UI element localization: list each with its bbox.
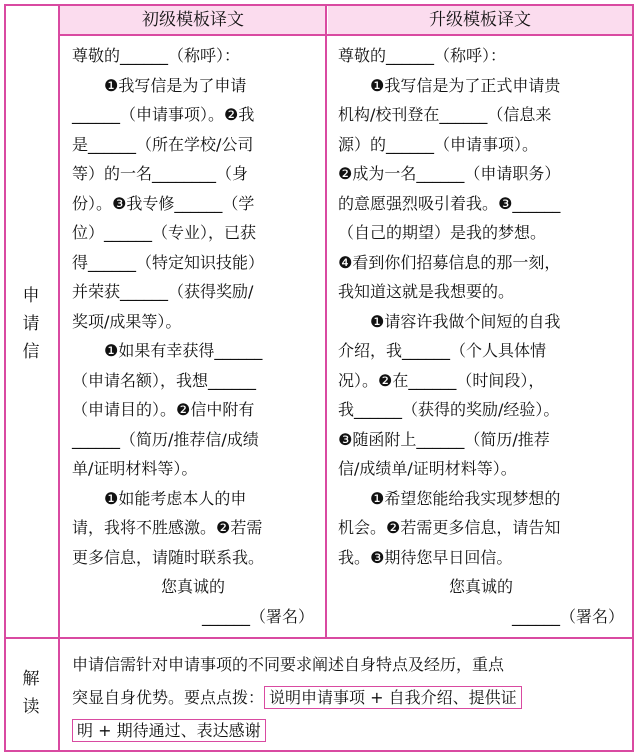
header-advanced: 升级模板译文 [328, 6, 632, 34]
column-divider [58, 4, 60, 752]
advanced-template-text: 尊敬的______（称呼）： ❶我写信是为了正式申请贵 机构/校刊登在______（信息来 源）的______（申请事项）。 ❷成为一名______（申请职务） 的意愿强烈吸引着我。❸______ （自己的期望）是我的梦想。 ❹看到你们招募信息的那一刻， 我知道这就是我想要的。 ❶请容许我做个间短的自我 介绍，我______（个人具体情 况）。❷在______（时间段）， 我______（获得的奖励/经验）。 ❸随函附上______（简历/推荐 信/成绩单/证明材料等）。 ❶希望您能给我实现梦想的 机会。❷若需更多信息，请告知 我。❸期待您早日回信。 您真诚的 ______（署名） [338, 46, 624, 626]
basic-template-text: 尊敬的______（称呼）： ❶我写信是为了申请 ______（申请事项）。❷我 是______（所在学校/公司 等）的一名________（身 份）。❸我专修______（学 位）______（专业），已获 得______（特定知识技能） 并荣获______（获得奖励/ 奖项/成果等）。 ❶如果有幸获得______ （申请名额），我想______ （申请目的）。❷信中附有 ______（简历/推荐信/成绩 单/证明材料等）。 ❶如能考虑本人的申 请，我将不胜感激。❷若需 更多信息，请随时联系我。 您真诚的 ______（署名） [72, 46, 314, 626]
header-divider [58, 34, 634, 36]
key-points-highlight: 明 + 期待通过、表达感谢 [72, 719, 266, 742]
key-points-highlight: 说明申请事项 + 自我介绍、提供证 [264, 686, 522, 709]
row-divider [4, 637, 634, 639]
column-divider [325, 4, 327, 638]
header-basic: 初级模板译文 [60, 6, 326, 34]
row-label-letter: 申 请 信 [22, 286, 40, 362]
row-label-analysis: 解 读 [22, 669, 40, 717]
analysis-text: 申请信需针对申请事项的不同要求阐述自身特点及经历，重点 突显自身优势。要点点拨： 说明申请事项 + 自我介绍、提供证 明 + 期待通过、表达感谢 [72, 648, 624, 747]
